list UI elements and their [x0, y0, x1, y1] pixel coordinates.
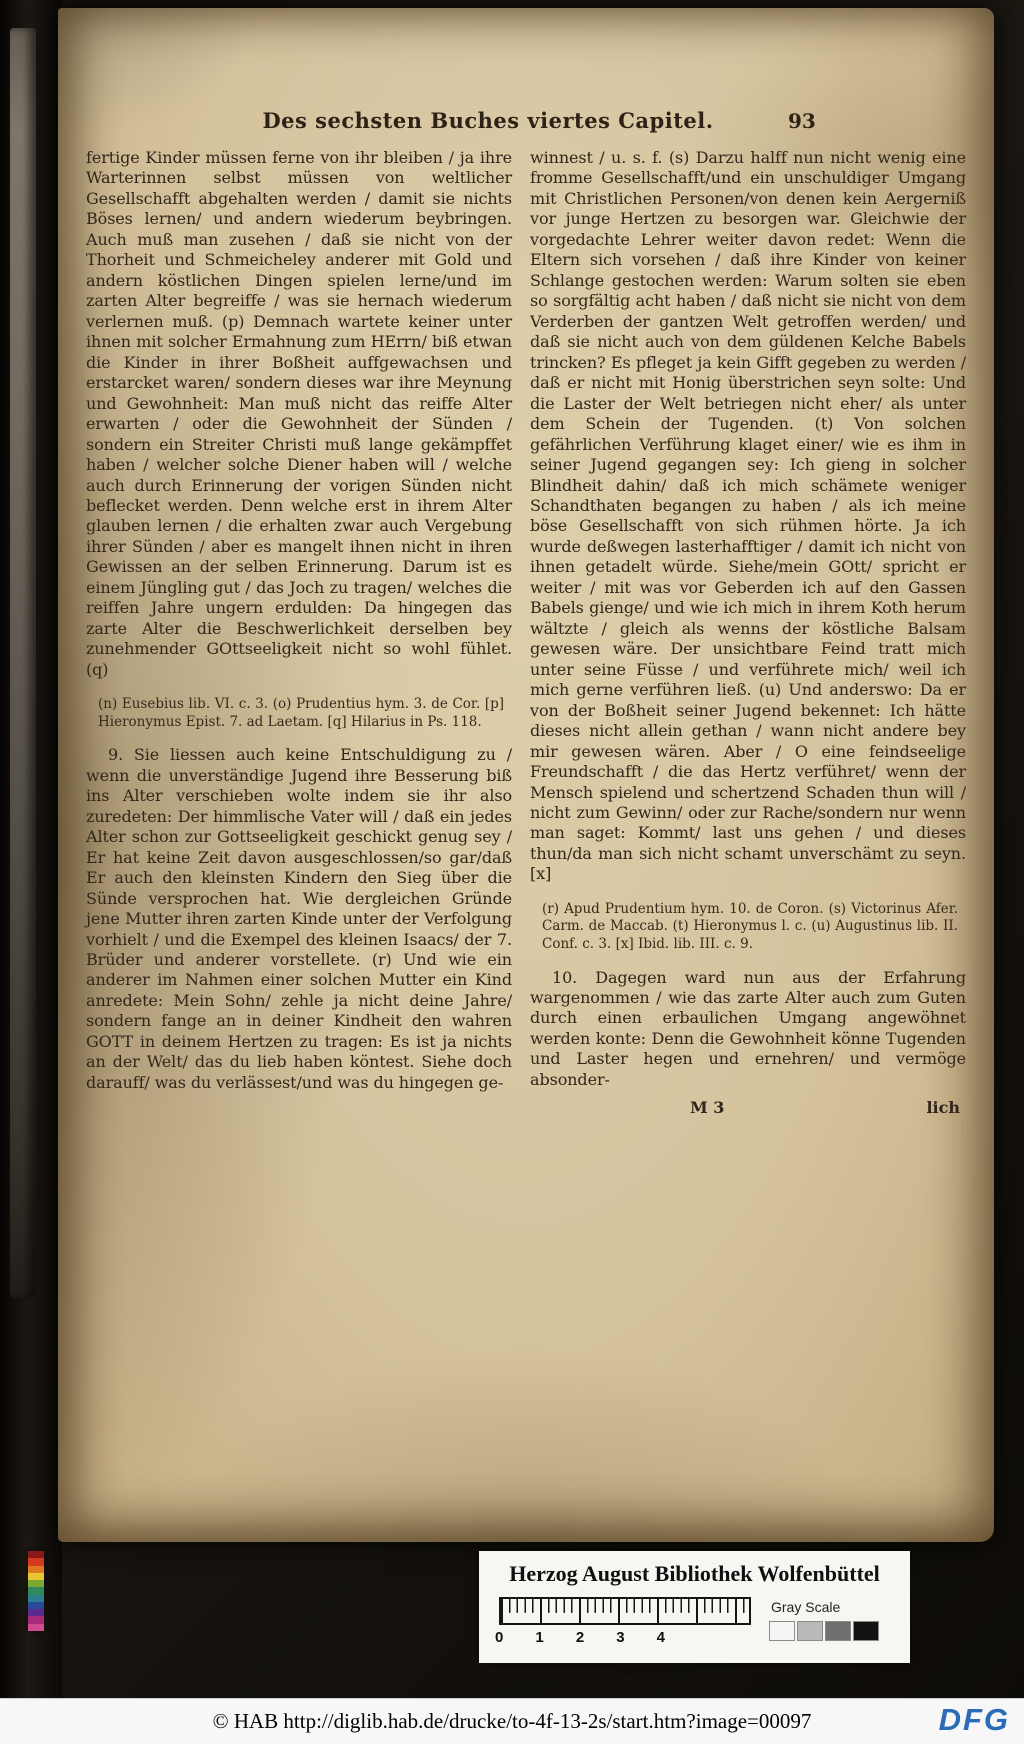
calibration-card [479, 1551, 910, 1663]
color-stripe [28, 1551, 44, 1558]
color-stripe [28, 1624, 44, 1631]
scale-number: 1 [535, 1629, 544, 1646]
body-paragraph: fertige Kinder müssen ferne von ihr bleiben / ja ihre Warterinnen selbst müssen von weltlicher Gesellschafft abgehalten werden / damit sie nichts Böses lernen/ und andern wiederum beybringen. Auch muß man zusehen / daß sie nicht von der Thorheit und Schmeicheley anderer mit Gold und andern köstlichen Dingen spielen lerne/und im zarten Alter begreiffe / was sie hernach wiederum verlernen muß. (p) Demnach wartete keiner unter ihnen mit solcher Ermahnung zum HErrn/ biß etwan die Kinder in ihrer Boßheit auffgewachsen und erstarcket waren/ sondern dieses war ihre Meynung und Gewohnheit: Man muß nicht das reiffe Alter erwarten / oder die Gewohnheit der Sünden / sondern ein Streiter Christi muß lange gekämpffet haben / welcher solche Diener haben will / welche auch durch Erinnerung der vorigen Sünden nicht beflecket werden. Denn welche erst in ihrem Alter glauben lernen / die erhalten zwar auch Vergebung ihrer Sünden / aber es mangelt ihnen nicht in ihren Gewissen an der selben Erinnerung. Darum ist es einem Jüngling gut / das Joch zu tragen/ welches die reiffen Jahre ungern erdulden: Da hingegen das zarte Alter die Beschwerlichkeit derselben bey zunehmender GOttseeligkeit nicht so wohl fühlet. (q) [86, 148, 512, 679]
footnote-block: (r) Apud Prudentium hym. 10. de Coron. (s) Victorinus Afer. Carm. de Maccab. (t) Hieronymus l. c. (u) Augustinus lib. II. Conf. c. 3. [x] Ibid. lib. III. c. 9. [542, 900, 958, 952]
scale-number: 0 [495, 1629, 504, 1646]
gray-swatch [825, 1621, 851, 1641]
signature-row [530, 1090, 966, 1117]
library-name: Herzog August Bibliothek Wolfenbüttel [509, 1561, 880, 1586]
scanned-page [58, 8, 994, 1542]
color-stripe [28, 1573, 44, 1580]
text-columns [86, 148, 966, 1117]
dfg-logo: DFG [938, 1702, 1010, 1737]
gray-scale-swatches [769, 1621, 881, 1641]
body-paragraph: winnest / u. s. f. (s) Darzu halff nun nicht wenig eine fromme Gesellschafft/und ein unschuldiger Umgang mit Christlichen Personen/von denen kein Aergerniß vor junge Hertzen zu besorgen war. Gleichwie der vorgedachte Lehrer weiter davon redet: Wenn die Eltern sich vorsehen / daß ihre Kinder von keiner Schlange gestochen werden: Warum solten sie eben so sorgfältig acht haben / daß nicht sie nicht von dem Verderben der gantzen Welt getroffen werden/ und daß sie nicht auch von dem güldenen Kelche Babels trincken? Es pfleget ja kein Gifft gegeben zu werden / daß er nicht mit Honig überstrichen seyn solte: Und die Laster der Welt betriegen nicht eher/ als unter dem Schein der Tugenden. (t) Von solchen gefährlichen Verführung klaget einer/ wie es ihm in seiner Jugend gegangen sey: Ich gieng in solcher Blindheit dahin/ daß ich mich schämete weniger Schandthaten begangen zu haben / als ich meine böse Gesellschafft von sich rühmen hörte. Ja ich wurde deßwegen lasterhafftiger / damit ich nicht von ihnen getadelt würde. Siehe/mein GOtt/ spricht er weiter / mit was vor Geberden ich auf den Gassen Babels gienge/ und wie ich mich in ihrem Koth herum wältzte / gleich als wenns der köstliche Balsam gewesen wäre. Der unsichtbare Feind tratt mich unter seine Füsse / und verführete mich/ weil ich mich gerne verführen ließ. (u) Und anderswo: Da er von der Boßheit seiner Jugend bekennet: Ich hätte dieses nicht allein gethan / wann nicht andere bey mir gewesen wären. Aber / O eine feindseelige Freundschafft / die das Hertz verführet/ wenn der Mensch spielend und schertzend Schaden thun will / nicht zum Gewinn/ oder zur Rache/sondern nur wenn man saget: Kommt/ last uns gehen / und dieses thun/da man sich nicht schamt unverschämt zu seyn. [x] [530, 148, 966, 884]
color-stripe [28, 1558, 44, 1565]
book-binding-edge [0, 0, 62, 1744]
right-column [530, 148, 966, 1117]
catchword: lich [926, 1098, 960, 1118]
color-stripe [28, 1566, 44, 1573]
color-stripe [28, 1580, 44, 1587]
footnote-block: (n) Eusebius lib. VI. c. 3. (o) Prudentius hym. 3. de Cor. [p] Hieronymus Epist. 7. ad Laetam. [q] Hilarius in Ps. 118. [98, 696, 504, 730]
ruler [499, 1597, 751, 1625]
body-paragraph: 9. Sie liessen auch keine Entschuldigung zu / wenn die unverständige Jugend ihre Besserung biß ins Alter verschieben wolte indem sie ihr also zuredeten: Der himmlische Vater will / daß ein jedes Alter schon zur Gottseeligkeit geschickt genug sey / Er hat keine Zeit davon ausgeschlossen/so gar/daß Er auch den kleinsten Kindern den Sieg über die Sünde versprochen hat. Wie dergleichen Gründe jene Mutter ihren zarten Kinde unter der Verfolgung vorhielt / und die Exempel des kleinen Isaacs/ der 7. Brüder und anderer vorstellete. (r) Und wie ein anderer im Nahmen einer solchen Mutter ein Kind anredete: Mein Sohn/ zehle ja nicht deine Jahre/ sondern fange an in deiner Kindheit den wahren GOTT in deinem Hertzen zu tragen: Es ist ja nichts an der Welt/ das du lieb haben köntest. Siehe doch darauff/ was du verlässest/und was du hingegen ge- [86, 745, 512, 1092]
left-column [86, 148, 512, 1117]
color-stripe [28, 1609, 44, 1616]
calibration-scale [495, 1595, 896, 1655]
color-calibration-strip [28, 1551, 44, 1631]
ruler-numbers [495, 1629, 665, 1646]
gray-scale-label: Gray Scale [771, 1599, 841, 1615]
color-stripe [28, 1595, 44, 1602]
scale-number: 3 [616, 1629, 625, 1646]
footer-bar [0, 1698, 1024, 1744]
body-paragraph: 10. Dagegen ward nun aus der Erfahrung wargenommen / wie das zarte Alter auch zum Guten durch einen erbaulichen Umgang angewöhnet werden konte: Denn die Gewohnheit könne Tugenden und Laster hegen und ernehren/ und vermöge absonder- [530, 967, 966, 1089]
page-title: Des sechsten Buches viertes Capitel. [262, 108, 714, 133]
scale-number: 4 [656, 1629, 665, 1646]
color-stripe [28, 1587, 44, 1594]
color-stripe [28, 1602, 44, 1609]
page-number: 93 [788, 109, 816, 133]
copyright-url: © HAB http://diglib.hab.de/drucke/to-4f-13-2s/start.htm?image=00097 [212, 1709, 812, 1733]
scale-number: 2 [575, 1629, 585, 1646]
page-stack-edge [10, 28, 36, 1298]
color-stripe [28, 1616, 44, 1623]
gray-swatch [769, 1621, 795, 1641]
gray-swatch [797, 1621, 823, 1641]
gray-swatch [853, 1621, 879, 1641]
signature-mark: M 3 [690, 1098, 725, 1118]
